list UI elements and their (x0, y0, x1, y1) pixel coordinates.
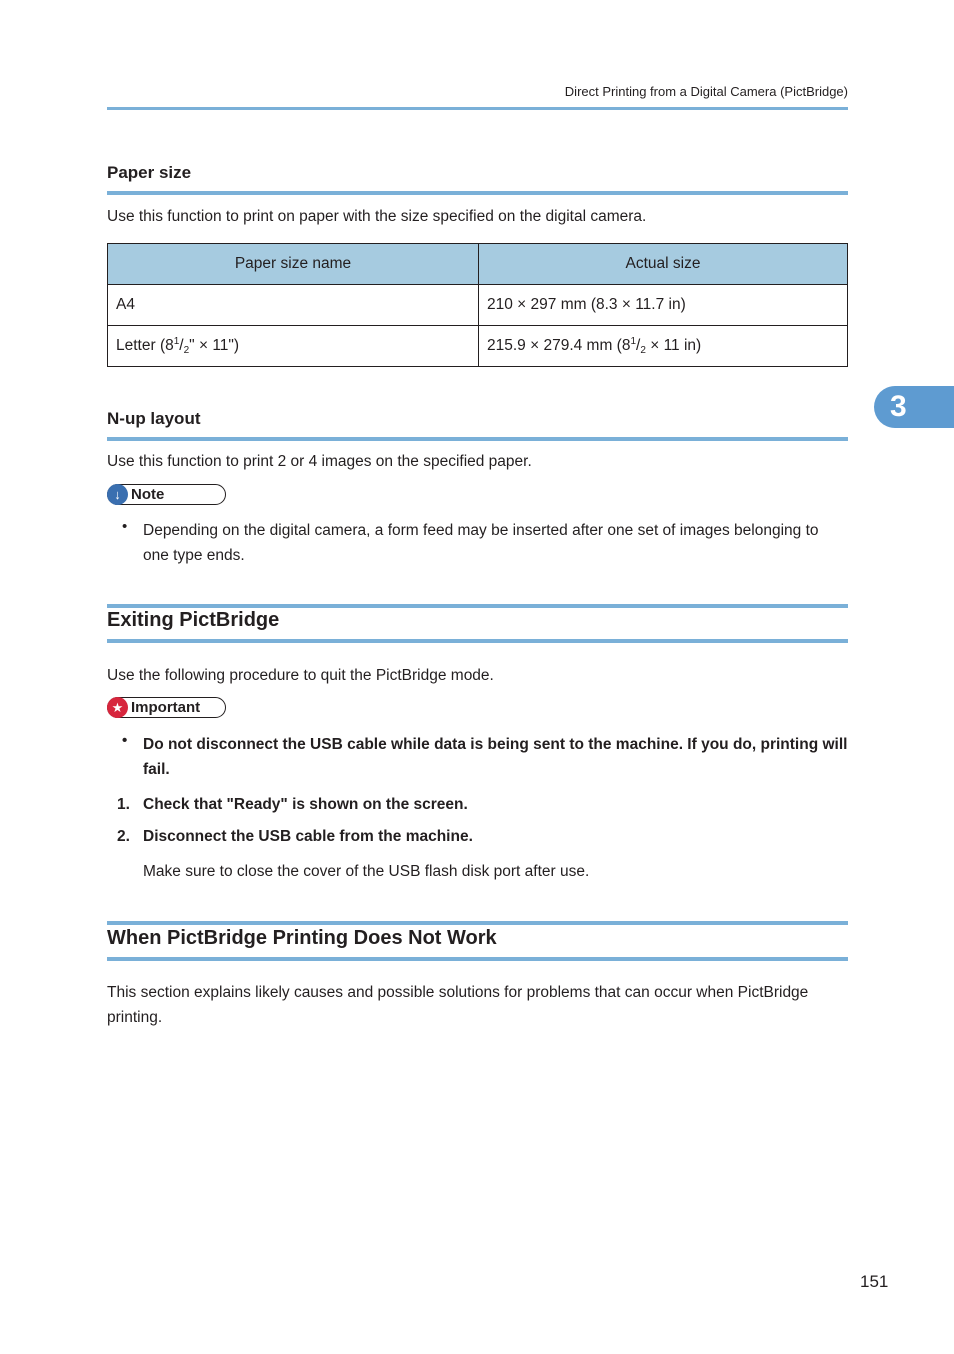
arrow-down-icon: ↓ (107, 484, 128, 505)
not-work-intro: This section explains likely causes and possible solutions for problems that can occur when PictBridge printing. (107, 984, 809, 1026)
table-row (108, 285, 848, 326)
step-note: Make sure to close the cover of the USB flash disk port after use. (143, 863, 590, 880)
fraction-slash: / (636, 337, 641, 354)
header-rule (107, 107, 848, 110)
bullet: • (122, 518, 128, 535)
table-row (108, 326, 848, 367)
step-text: Check that "Ready" is shown on the screen. (143, 796, 468, 813)
step-number: 2. (117, 828, 130, 845)
section-rule-bottom (107, 639, 848, 643)
fraction-denominator: 2 (183, 345, 190, 356)
important-bullet-text: Do not disconnect the USB cable while data is being sent to the machine. If you do, printing will fail. (143, 736, 848, 778)
fraction-slash: / (179, 337, 184, 354)
section-rule-bottom (107, 957, 848, 961)
note-bullet-text: Depending on the digital camera, a form feed may be inserted after one set of images belonging to one type ends. (143, 522, 819, 564)
note-label-text: Note (131, 486, 165, 503)
letter-suffix: " × 11") (189, 337, 240, 354)
note-label (107, 484, 226, 505)
paper-size-intro: Use this function to print on paper with the size specified on the digital camera. (107, 208, 647, 225)
nup-intro: Use this function to print 2 or 4 images on the specified paper. (107, 453, 532, 470)
fraction-numerator: 1 (630, 336, 637, 347)
step-text: Disconnect the USB cable from the machine. (143, 828, 473, 845)
size-prefix: 215.9 × 279.4 mm (8 (487, 337, 631, 354)
letter-prefix: Letter (8 (116, 337, 174, 354)
fraction-numerator: 1 (173, 336, 180, 347)
heading-exiting-pictbridge: Exiting PictBridge (107, 609, 280, 631)
step-number: 1. (117, 796, 130, 813)
paper-size-table (107, 243, 848, 367)
section-rule-top (107, 921, 848, 925)
size-suffix: × 11 in) (645, 337, 702, 354)
heading-nup-layout: N-up layout (107, 409, 201, 428)
table-header-row (108, 244, 848, 285)
running-header: Direct Printing from a Digital Camera (PictBridge) (564, 84, 848, 99)
table-cell-size (479, 326, 848, 367)
exiting-intro: Use the following procedure to quit the PictBridge mode. (107, 667, 494, 684)
important-label-text: Important (131, 699, 201, 716)
table-header-name: Paper size name (108, 244, 479, 285)
heading-not-work: When PictBridge Printing Does Not Work (107, 927, 497, 949)
important-label (107, 697, 226, 718)
table-header-size: Actual size (479, 244, 848, 285)
table-cell-name: A4 (108, 285, 479, 326)
heading-paper-size: Paper size (107, 163, 192, 182)
star-icon: ★ (107, 697, 128, 718)
bullet: • (122, 732, 128, 749)
page-number: 151 (860, 1272, 889, 1291)
table-cell-size: 210 × 297 mm (8.3 × 11.7 in) (479, 285, 848, 326)
heading-rule (107, 437, 848, 441)
section-rule-top (107, 604, 848, 608)
fraction-denominator: 2 (640, 345, 646, 356)
heading-rule (107, 191, 848, 195)
chapter-tab[interactable] (874, 386, 954, 428)
table-cell-name (108, 326, 479, 367)
chapter-number: 3 (890, 390, 907, 423)
